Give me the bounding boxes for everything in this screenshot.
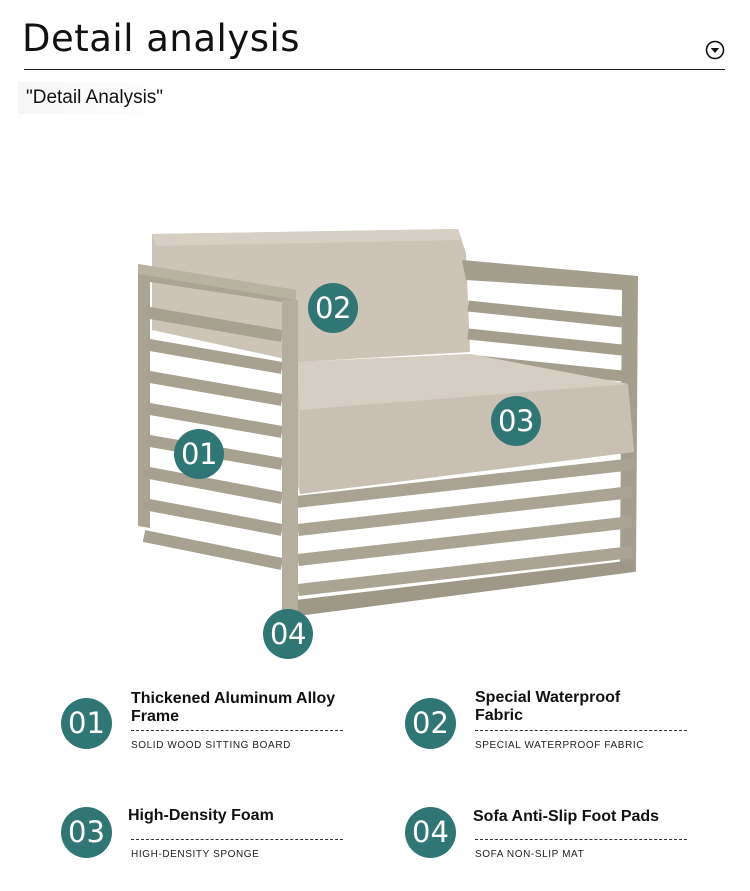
feature-title: Sofa Anti-Slip Foot Pads: [473, 808, 660, 825]
feature-number: 01: [61, 698, 112, 749]
feature-subtitle: HIGH-DENSITY SPONGE: [131, 849, 260, 860]
feature-item-04: [405, 807, 705, 877]
feature-title: Special Waterproof Fabric: [475, 689, 621, 724]
sofa-marker-04: 04: [263, 609, 313, 659]
feature-title: Thickened Aluminum Alloy Frame: [131, 690, 336, 725]
feature-subtitle: SOFA NON-SLIP MAT: [475, 849, 585, 860]
feature-item-03: [61, 807, 361, 877]
feature-item-01: [61, 690, 361, 768]
section-subtitle: "Detail Analysis": [18, 82, 171, 114]
sofa-marker-02: 02: [308, 283, 358, 333]
feature-divider: [131, 730, 343, 731]
feature-divider: [131, 839, 343, 840]
feature-item-02: [405, 689, 705, 768]
page-title: Detail analysis: [22, 17, 301, 60]
feature-title: High-Density Foam: [128, 807, 274, 824]
feature-subtitle: SOLID WOOD SITTING BOARD: [131, 740, 291, 751]
feature-divider: [475, 730, 687, 731]
feature-subtitle: SPECIAL WATERPROOF FABRIC: [475, 740, 645, 751]
feature-number: 04: [405, 807, 456, 858]
feature-divider: [475, 839, 687, 840]
feature-number: 03: [61, 807, 112, 858]
feature-number: 02: [405, 698, 456, 749]
sofa-marker-01: 01: [174, 429, 224, 479]
sofa-marker-03: 03: [491, 396, 541, 446]
